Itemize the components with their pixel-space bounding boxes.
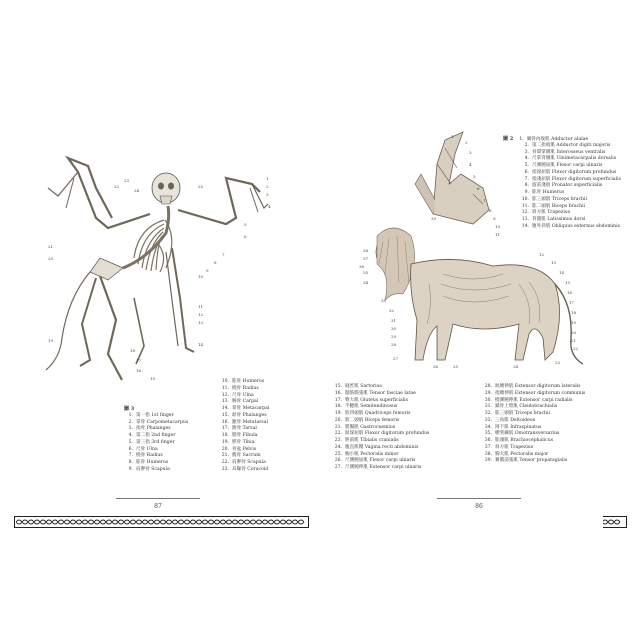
- callout-24: 24: [513, 364, 519, 369]
- callout-12: 12: [198, 312, 204, 317]
- page-number: 87: [154, 503, 162, 510]
- legend-item: 18. 半腱肌 Semitendinosus: [334, 404, 398, 410]
- legend-item: 11. 肱二頭肌 Biceps brachii: [521, 203, 586, 209]
- callout-23: 23: [124, 178, 130, 183]
- skeleton-legend-col1: [124, 406, 188, 474]
- callout-24: 24: [134, 188, 140, 193]
- figure-label: 圖 2: [503, 136, 514, 142]
- callout-19: 19: [571, 320, 577, 325]
- callout-5: 5: [473, 174, 476, 179]
- callout-12: 12: [539, 252, 545, 257]
- legend-item: 22. 肩胛骨 Scapula: [221, 460, 266, 465]
- callout-15: 15: [565, 280, 571, 285]
- callout-21: 21: [48, 244, 54, 249]
- callout-27: 27: [393, 356, 399, 361]
- callout-34: 34: [363, 280, 369, 285]
- skeleton-legend-col2: [220, 379, 269, 474]
- callout-8: 8: [214, 260, 217, 265]
- legend-item: 6. 指深屈肌 Flexor digitorum profundus: [524, 169, 617, 175]
- legend-item: 19. 股四頭肌 Quadriceps femoris: [334, 411, 411, 416]
- callout-17: 17: [136, 358, 142, 363]
- callout-5: 5: [244, 222, 247, 227]
- callout-14: 14: [559, 270, 565, 275]
- legend-item: 18. 腓骨 Fibula: [221, 433, 258, 438]
- callout-22: 22: [114, 184, 120, 189]
- callout-16: 16: [136, 368, 142, 373]
- legend-item: 5. 尺側腕屈肌 Flexor carpi ulnaris: [524, 163, 603, 168]
- callout-10: 10: [495, 224, 501, 229]
- legend-item: 8. 肱骨 Humerus: [128, 460, 169, 465]
- callout-11: 11: [495, 232, 501, 237]
- callout-20: 20: [48, 256, 54, 261]
- callout-7: 7: [222, 252, 225, 257]
- callout-37: 37: [363, 256, 369, 261]
- callout-9: 9: [493, 216, 496, 221]
- legend-item: 7. 橈骨 Radius: [128, 453, 163, 459]
- legend-item: 4. 尺掌背側肌 Ulnimetacarpalis dorsalis: [524, 156, 617, 162]
- callout-10: 10: [198, 274, 204, 279]
- legend-item: 7. 指淺屈肌 Flexor digitorum superficialis: [524, 176, 621, 182]
- legend-item: 5. 第三指 3rd finger: [128, 439, 175, 445]
- callout-39: 39: [431, 216, 437, 221]
- callout-33: 33: [381, 298, 387, 303]
- callout-22: 22: [573, 346, 579, 351]
- muscle-legend-col1: [333, 384, 429, 472]
- callout-4: 4: [469, 162, 472, 167]
- legend-item: 30. 橈側腕伸肌 Extensor carpi radialis: [484, 397, 573, 403]
- callout-28: 28: [391, 342, 397, 347]
- callout-1: 1: [451, 134, 454, 139]
- callout-9: 9: [206, 268, 209, 273]
- callout-2: 2: [266, 184, 269, 189]
- legend-item: 16. 闊筋膜張肌 Tensor fasciae latae: [334, 390, 416, 396]
- legend-item: 10. 肱骨 Humerus: [221, 379, 265, 384]
- callout-25: 25: [453, 364, 459, 369]
- legend-item: 12. 斜方肌 Trapezius: [521, 210, 571, 216]
- legend-item: 13. 腕骨 Carpal: [221, 399, 259, 405]
- legend-item: 20. 骨盆 Pelvis: [221, 446, 257, 452]
- legend-item: 圖 2 1. 翼骨內收肌 Adductor alulae: [503, 136, 589, 142]
- legend-item: 13. 背闊肌 Latissimus dorsi: [521, 217, 586, 222]
- legend-item: 33. 三角肌 Deltoideus: [484, 417, 536, 423]
- callout-18: 18: [571, 310, 577, 315]
- legend-item: 27. 尺側腕伸肌 Extensor carpi ulnaris: [334, 465, 422, 470]
- callout-25: 25: [198, 184, 204, 189]
- page-number: 86: [475, 503, 483, 510]
- legend-item: 38. 胸大肌 Pectoralis major: [484, 451, 549, 457]
- legend-item: 39. 翼膜前張肌 Tensor propatagialis: [484, 458, 568, 464]
- figure-label: 圖 3: [124, 406, 135, 412]
- legend-item: 17. 跗骨 Tarsal: [221, 426, 257, 432]
- legend-item: 22. 趾深屈肌 Flexor digitorum profundus: [334, 431, 430, 437]
- callout-17: 17: [569, 300, 575, 305]
- legend-item: 35. 横突棘肌 Omotransversarius: [484, 431, 560, 437]
- legend-item: 19. 脛骨 Tibia: [221, 439, 255, 445]
- muscle-legend-top: [503, 136, 621, 231]
- callout-30: 30: [391, 326, 397, 331]
- callout-13: 13: [551, 260, 557, 265]
- legend-item: 2. 第二指收肌 Adductor digiti majoris: [524, 142, 611, 148]
- legend-item: 26. 尺側腕屈肌 Flexor carpi ulnaris: [334, 458, 416, 464]
- legend-item: 36. 肱頭肌 Brachiocephalicus: [484, 438, 554, 443]
- callout-1: 1: [266, 176, 269, 181]
- callout-36: 36: [359, 264, 365, 269]
- legend-item: 28. 趾總伸肌 Extensor digitorum lateralis: [484, 384, 581, 389]
- callout-13: 13: [198, 320, 204, 325]
- legend-item: 32. 肱三頭肌 Triceps brachii: [484, 411, 550, 416]
- callout-4: 4: [268, 204, 271, 209]
- legend-item: 2. 掌骨 Carpometacarpus: [128, 419, 189, 425]
- legend-item: 15. 趾骨 Phalanges: [221, 412, 267, 418]
- legend-item: 3. 指骨 Phalanges: [128, 426, 171, 432]
- callout-2: 2: [465, 140, 468, 145]
- legend-item: 6. 尺骨 Ulna: [128, 446, 158, 452]
- legend-item: 23. 脛前肌 Tibialis cranialis: [334, 438, 399, 443]
- legend-item: 3. 骨間掌側肌 Interosseus ventralis: [524, 149, 606, 155]
- left-page: [38, 148, 300, 560]
- callout-23: 23: [555, 360, 561, 365]
- legend-item: 20. 股二頭肌 Biceps femoris: [334, 417, 400, 423]
- callout-8: 8: [489, 208, 492, 213]
- legend-item: 21. 腓腸肌 Gastrocnemius: [334, 424, 396, 430]
- right-page: [333, 124, 621, 564]
- skeleton-illustration: [38, 148, 300, 388]
- legend-item: 31. 鎖骨上臂肌 Cleidobrachialis: [484, 404, 558, 410]
- page-rule: [437, 498, 521, 499]
- callout-11: 11: [198, 304, 204, 309]
- legend-item: 12. 尺骨 Ulna: [221, 392, 254, 398]
- callout-20: 20: [571, 330, 577, 335]
- callout-19: 19: [48, 338, 54, 343]
- callout-14: 14: [198, 342, 204, 347]
- legend-item: 14. 腹外斜肌 Obliquus externus abdominis: [521, 223, 620, 229]
- legend-item: 15. 縫匠肌 Sartorius: [334, 384, 382, 389]
- legend-item: 8. 旋前淺肌 Pronator superficialis: [524, 183, 603, 189]
- callout-38: 38: [363, 248, 369, 253]
- legend-item: 16. 蹠骨 Metatarsal: [221, 419, 269, 425]
- callout-32: 32: [389, 308, 395, 313]
- legend-item: 9. 肩胛骨 Scapula: [128, 466, 170, 472]
- callout-6: 6: [477, 186, 480, 191]
- legend-item: 1. 第一指 1st finger: [128, 412, 174, 418]
- callout-7: 7: [483, 198, 486, 203]
- callout-21: 21: [571, 338, 577, 343]
- callout-18: 18: [130, 348, 136, 353]
- callout-3: 3: [469, 150, 472, 155]
- callout-3: 3: [266, 192, 269, 197]
- legend-item: 9. 肱骨 Humerus: [524, 190, 565, 195]
- ornamental-band-left: [14, 516, 309, 528]
- legend-item: 14. 掌骨 Metacarpal: [221, 406, 270, 411]
- legend-item: 11. 橈骨 Radius: [221, 385, 259, 391]
- legend-item: 34. 岡下肌 Infraspinatus: [484, 424, 542, 430]
- legend-item: 17. 臀大肌 Gluteus superficialis: [334, 397, 408, 403]
- callout-26: 26: [433, 364, 439, 369]
- callout-29: 29: [391, 334, 397, 339]
- legend-item: 21. 薦骨 Sacrum: [221, 453, 261, 459]
- callout-6: 6: [244, 234, 247, 239]
- legend-item: 24. 腹直肌鞘 Vagina recti abdominis: [334, 444, 419, 450]
- page-rule: [116, 498, 200, 499]
- legend-item: 29. 指總伸肌 Extensor digitorum communis: [484, 390, 586, 396]
- callout-35: 35: [363, 270, 369, 275]
- callout-16: 16: [567, 290, 573, 295]
- callout-31: 31: [391, 318, 397, 323]
- legend-item: 4. 第二指 2nd finger: [128, 433, 176, 438]
- legend-item: 10. 肱三頭肌 Triceps brachii: [521, 196, 587, 202]
- legend-item: 23. 烏喙骨 Coracoid: [221, 466, 269, 472]
- callout-15: 15: [150, 376, 156, 381]
- legend-item: 37. 斜方肌 Trapezius: [484, 444, 534, 450]
- legend-item: 25. 胸小肌 Pectoralis minor: [334, 451, 399, 457]
- muscle-legend-col2: [483, 384, 585, 465]
